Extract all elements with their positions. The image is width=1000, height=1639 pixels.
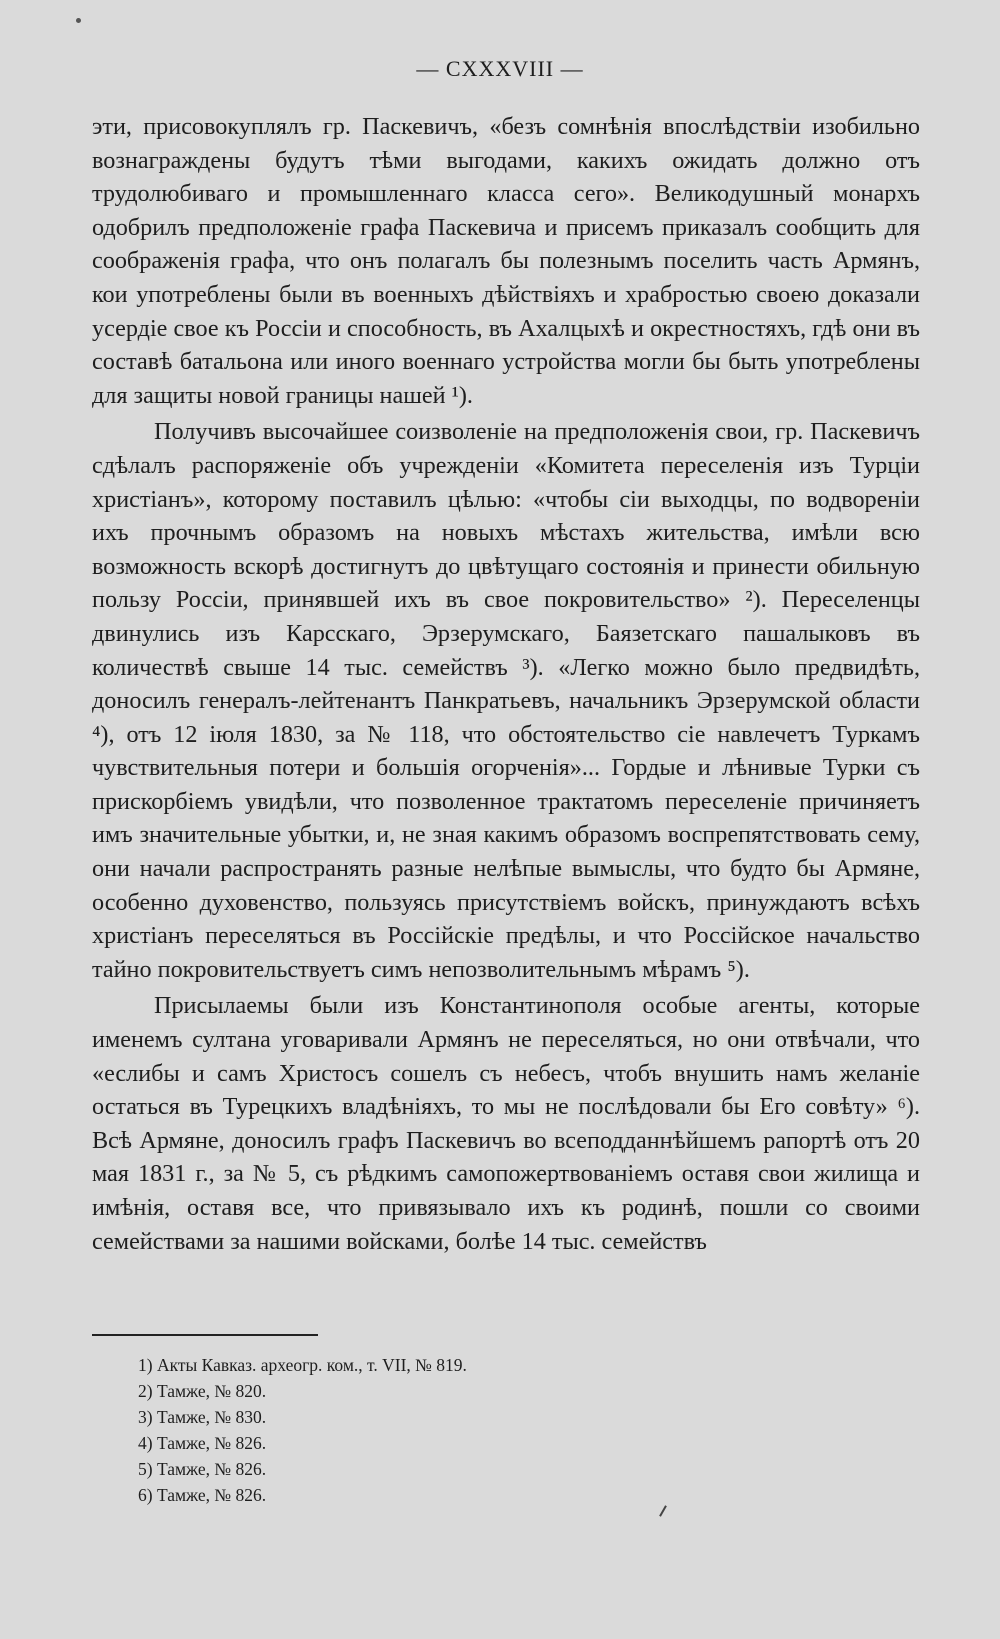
pencil-mark	[659, 1505, 667, 1516]
footnote: 3) Тамже, № 830.	[138, 1407, 267, 1427]
footnotes-list	[138, 1352, 467, 1508]
paragraph-continuation: эти, присовокуплялъ гр. Паскевичъ, «безъ сомнѣнія впослѣдствіи изобильно вознаграждены будутъ тѣми выгодами, какихъ ожидать должно отъ трудолюбиваго и промышленнаго класса сего». Великодушный монархъ одобрилъ предположеніе графа Паскевича и присемъ приказалъ сообщить для соображенія графа, что онъ полагалъ бы полезнымъ поселить часть Армянъ, кои употреблены были въ военныхъ дѣйствіяхъ и храбростью своею доказали усердіе свое къ Россіи и способность, въ Ахалцыхѣ и окрестностяхъ, гдѣ они въ составѣ батальона или иного военнаго устройства могли бы быть употреблены для защиты новой границы нашей ¹).	[92, 113, 920, 409]
ink-speck	[76, 18, 81, 23]
footnote: 5) Тамже, № 826.	[138, 1459, 267, 1479]
footnote: 6) Тамже, № 826.	[138, 1485, 267, 1505]
main-text	[92, 110, 920, 1258]
footnote: 4) Тамже, № 826.	[138, 1433, 267, 1453]
footnote: 2) Тамже, № 820.	[138, 1381, 267, 1401]
footnote: 1) Акты Кавказ. археогр. ком., т. VII, № 819.	[138, 1355, 467, 1375]
paragraph: Присылаемы были изъ Константинополя особые агенты, которые именемъ султана уговаривали Армянъ не переселяться, но они отвѣчали, что «еслибы и самъ Христосъ сошелъ съ небесъ, чтобъ внушить намъ желаніе остаться въ Турецкихъ владѣніяхъ, то мы не послѣдовали бы Его совѣту» ⁶). Всѣ Армяне, доносилъ графъ Паскевичъ во всеподданнѣйшемъ рапортѣ отъ 20 мая 1831 г., за № 5, съ рѣдкимъ самопожертвованіемъ оставя свои жилища и имѣнія, оставя все, что привязывало ихъ къ родинѣ, пошли со своими семействами за нашими войсками, болѣе 14 тыс. семействъ	[92, 992, 920, 1255]
footnote-separator	[92, 1334, 318, 1336]
paragraph: Получивъ высочайшее соизволеніе на предположенія свои, гр. Паскевичъ сдѣлалъ распоряженіе объ учрежденіи «Комитета переселенія изъ Турціи христіанъ», которому поставилъ цѣлью: «чтобы сіи выходцы, по водвореніи ихъ прочнымъ образомъ на новыхъ мѣстахъ жительства, имѣли всю возможность вскорѣ достигнутъ до цвѣтущаго состоянія и принести обильную пользу Россіи, принявшей ихъ въ свое покровительство» ²). Переселенцы двинулись изъ Карсскаго, Эрзерумскаго, Баязетскаго пашалыковъ въ количествѣ свыше 14 тыс. семействъ ³). «Легко можно было предвидѣть, доносилъ генералъ-лейтенантъ Панкратьевъ, начальникъ Эрзерумской области ⁴), отъ 12 іюля 1830, за № 118, что обстоятельство сіе навлечетъ Туркамъ чувствительныя потери и большія огорченія»... Гордые и лѣнивые Турки съ прискорбіемъ увидѣли, что позволенное трактатомъ переселеніе причиняетъ имъ значительные убытки, и, не зная какимъ образомъ воспрепятствовать сему, они начали распространять разные нелѣпые вымыслы, что будто бы Армяне, особенно духовенство, пользуясь присутствіемъ войскъ, принуждаютъ всѣхъ христіанъ переселяться въ Россійскіе предѣлы, и что Россійское начальство тайно покровительствуетъ симъ непозволительнымъ мѣрамъ ⁵).	[92, 418, 920, 983]
page-number-header: — CXXXVIII —	[416, 56, 584, 81]
